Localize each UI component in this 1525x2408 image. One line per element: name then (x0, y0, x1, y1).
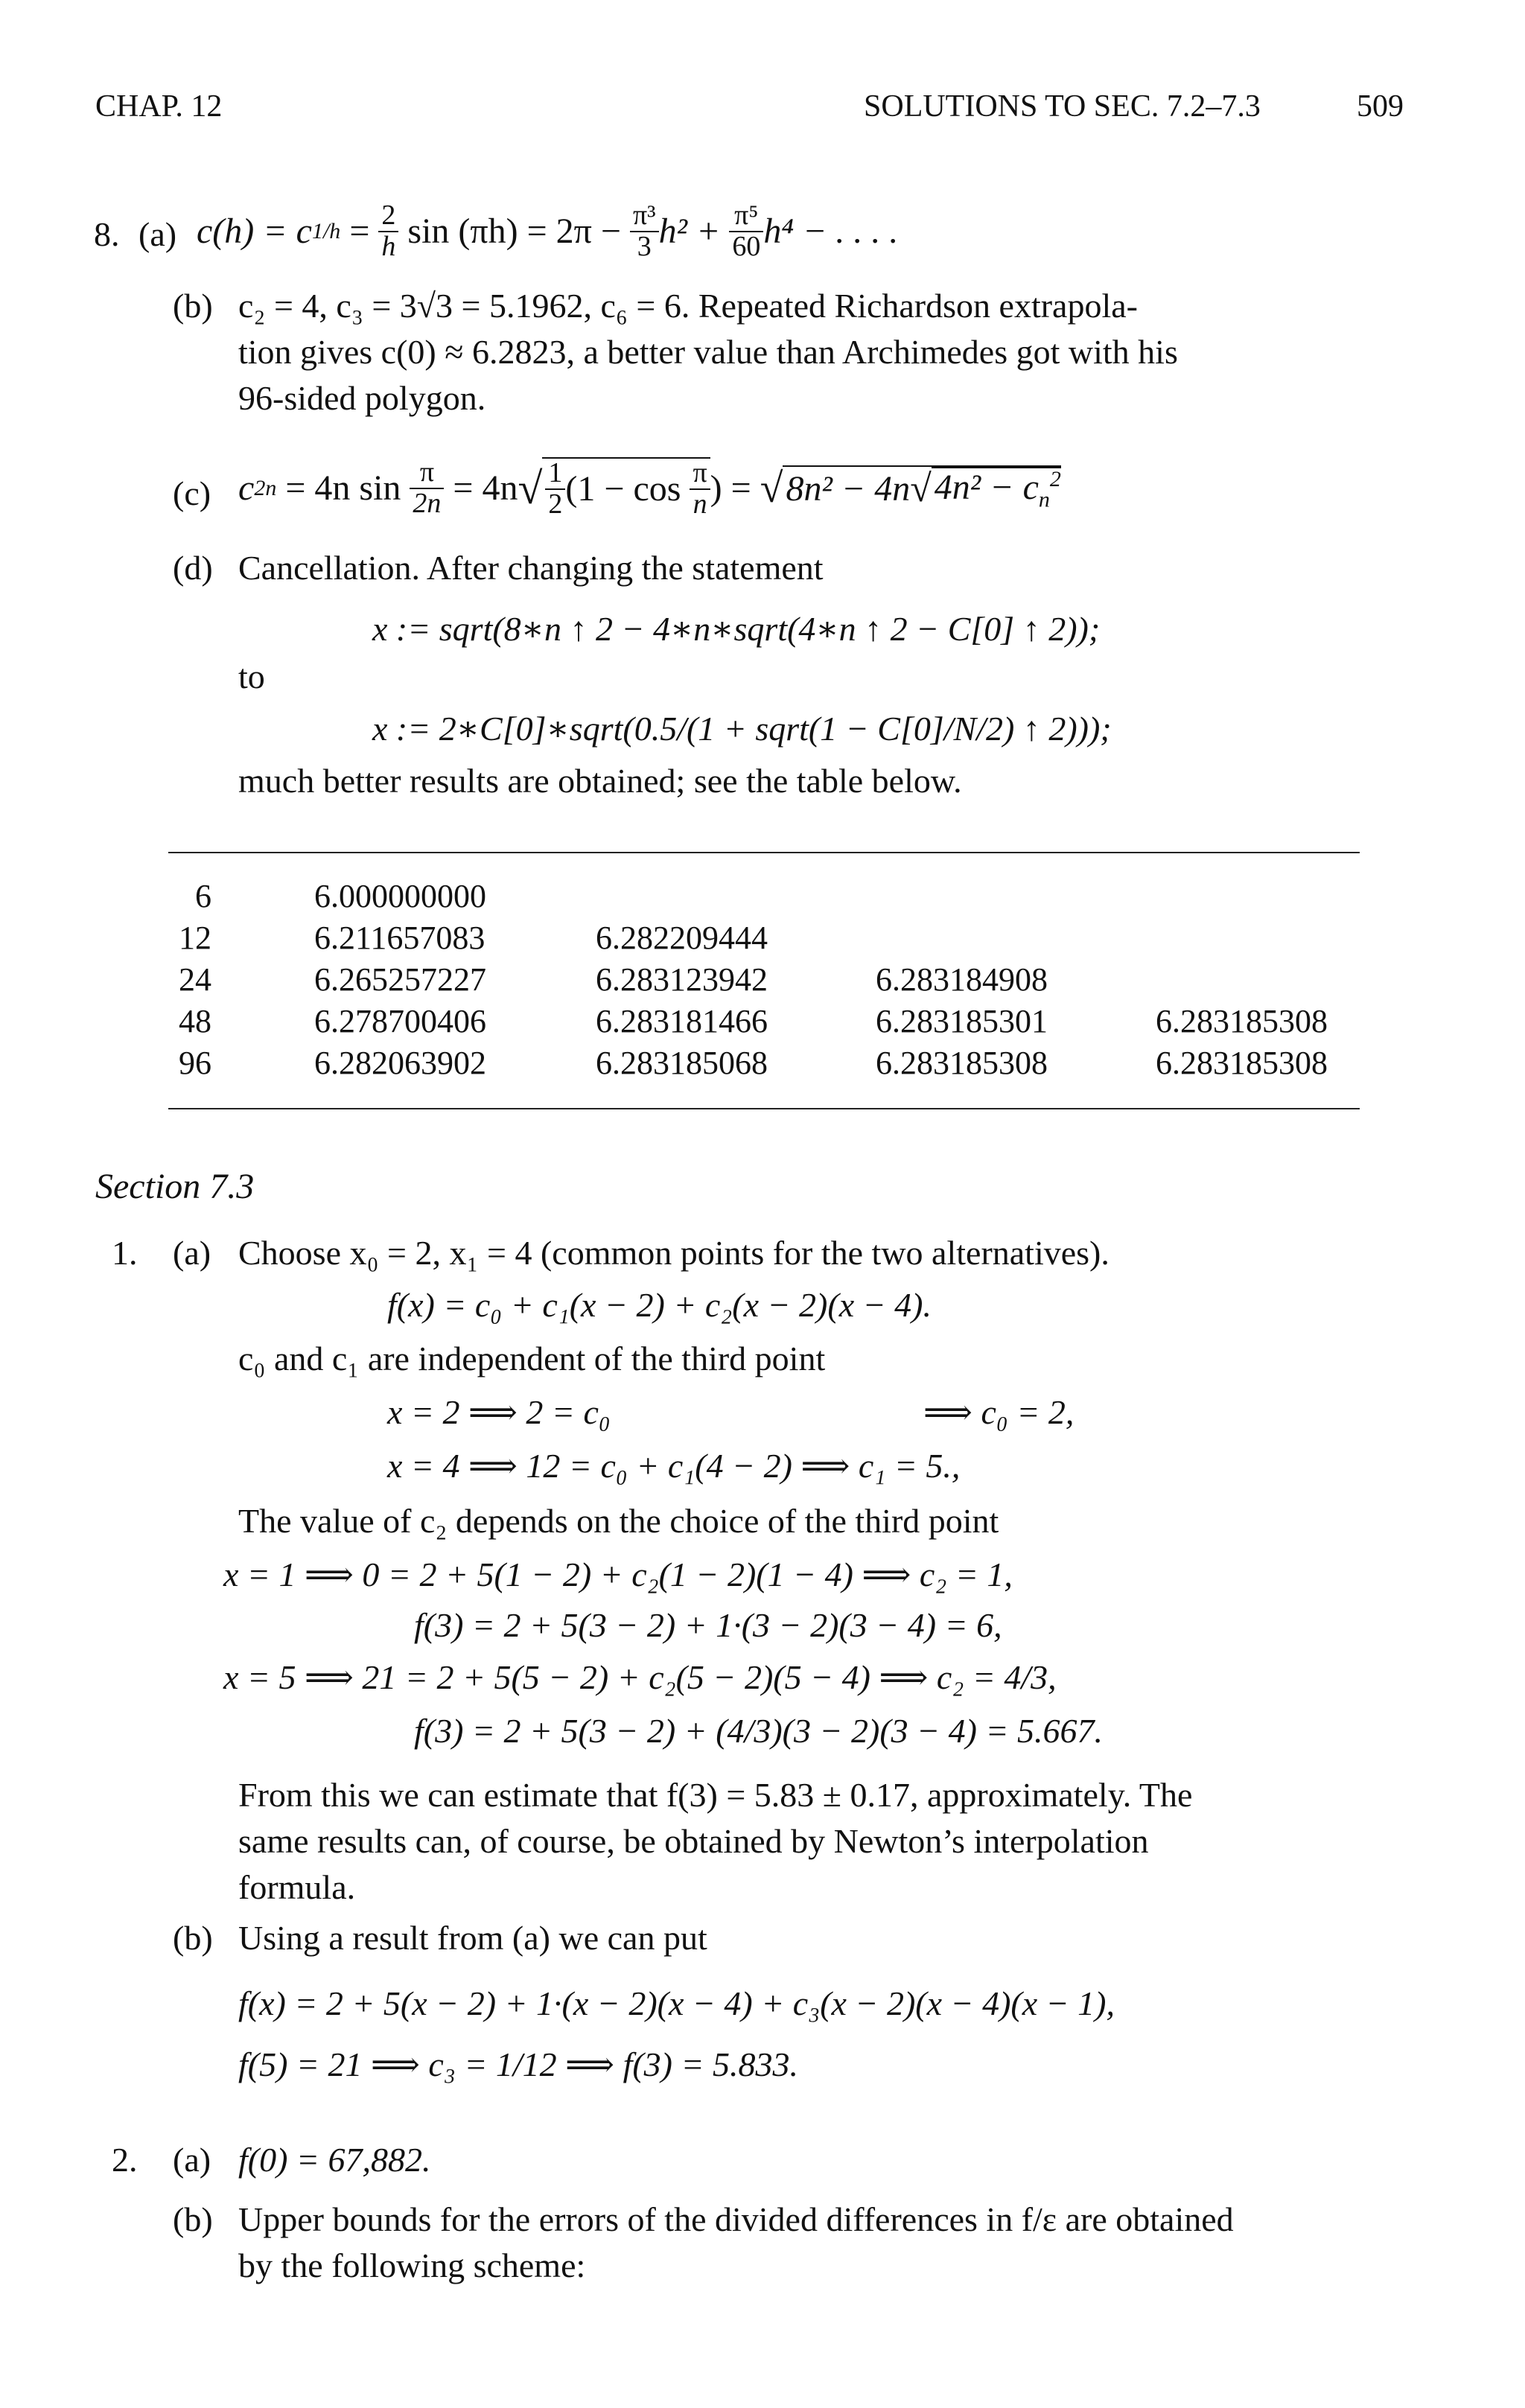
frac-den: 3 (637, 231, 652, 262)
equation-8a (197, 191, 898, 273)
eq-8c-cn-sup: 2 (1049, 467, 1061, 492)
frac-num: π³ (630, 201, 659, 232)
p1b-eq-1: f(x) = 2 + 5(x − 2) + 1·(x − 2)(x − 4) + c₃(x − 2)(x − 4)(x − 1), (238, 1984, 1115, 2022)
p1a-eq-3: x = 4 ⟹ 12 = c₀ + c₁(4 − 2) ⟹ c₁ = 5., (387, 1447, 961, 1485)
frac-num: 2 (378, 201, 398, 232)
table-cell: 6.283181466 (596, 1003, 768, 1039)
part-c-label: (c) (173, 474, 211, 512)
table-top-rule (168, 852, 1360, 853)
eq-8c-close: ) = (710, 468, 760, 508)
p1a-eq-1: f(x) = c₀ + c₁(x − 2) + c₂(x − 2)(x − 4). (387, 1286, 932, 1324)
table-cell: 6.283185308 (876, 1045, 1048, 1081)
table-row-n: 6 (195, 878, 211, 914)
part-d-line-2: much better results are obtained; see the table below. (238, 762, 962, 800)
chapter-label: CHAP. 12 (95, 89, 223, 124)
p2b-line-2: by the following scheme: (238, 2246, 586, 2284)
p1a-line-5: same results can, of course, be obtained by Newton’s interpolation (238, 1822, 1149, 1860)
eq-8c-frac-pi-over-2n (410, 458, 444, 519)
section-running-head: SOLUTIONS TO SEC. 7.2–7.3 (864, 89, 1261, 124)
part-b-line-2: tion gives c(0) ≈ 6.2823, a better value than Archimedes got with his (238, 333, 1178, 371)
table-cell: 6.211657083 (314, 920, 485, 956)
p1a-eq-2-right: ⟹ c₀ = 2, (923, 1393, 1074, 1431)
part-b-line-3: 96-sided polygon. (238, 379, 486, 417)
table-cell: 6.283123942 (596, 961, 768, 998)
eq-8c-8n2: 8n² − 4n (786, 469, 911, 509)
table-cell: 6.283185308 (1156, 1045, 1328, 1081)
p1a-eq-5: f(3) = 2 + 5(3 − 2) + 1·(3 − 2)(3 − 4) = 6, (414, 1606, 1002, 1644)
p1-part-a-label: (a) (173, 1234, 211, 1272)
frac-num: 1 (545, 459, 565, 490)
frac-den: 60 (732, 231, 761, 262)
p1b-line-1: Using a result from (a) we can put (238, 1919, 707, 1957)
eq-8c-frac-pi-over-n (690, 459, 710, 520)
problem-number-8: 8. (94, 215, 120, 253)
p2-part-a-label: (a) (173, 2141, 211, 2179)
eq-8c-frac-1-over-2 (545, 459, 565, 520)
table-cell: 6.283184908 (876, 961, 1048, 998)
p1a-line-1: Choose x₀ = 2, x₁ = 4 (common points for the two alternatives). (238, 1234, 1109, 1272)
table-cell: 6.283185301 (876, 1003, 1048, 1039)
table-row-n: 12 (179, 920, 211, 956)
eq-8a-sin: sin (πh) = 2π − (398, 211, 630, 251)
p2a-text: f(0) = 67,882. (238, 2141, 431, 2179)
eq-8c-sqrt-body (542, 457, 710, 520)
p1a-eq-6: x = 5 ⟹ 21 = 2 + 5(5 − 2) + c₂(5 − 2)(5 − 4) ⟹ c₂ = 4/3, (223, 1658, 1057, 1696)
eq-8a-frac-pi5-over-60 (729, 201, 763, 262)
eq-8c-cn-sub: n (1038, 487, 1050, 512)
frac-den: h (381, 231, 396, 262)
part-b-label: (b) (173, 287, 213, 325)
part-d-line-1: Cancellation. After changing the statement (238, 549, 824, 587)
part-d-code-1: x := sqrt(8∗n ↑ 2 − 4∗n∗sqrt(4∗n ↑ 2 − C[0] ↑ 2)); (372, 610, 1101, 648)
eq-8a-h2: h² + (658, 211, 730, 251)
p1a-line-4: From this we can estimate that f(3) = 5.83 ± 0.17, approximately. The (238, 1776, 1193, 1814)
eq-8a-lhs: c(h) = c (197, 211, 312, 251)
p1a-eq-7: f(3) = 2 + 5(3 − 2) + (4/3)(3 − 2)(3 − 4) = 5.667. (414, 1712, 1104, 1750)
p2-part-b-label: (b) (173, 2200, 213, 2238)
problem-number-1: 1. (112, 1234, 138, 1272)
eq-8c-4n: = 4n (444, 468, 518, 508)
sqrt-icon: √ (760, 465, 783, 512)
frac-den: 2 (548, 488, 563, 520)
eq-8a-frac-2-over-h (378, 201, 398, 262)
table-row-n: 24 (179, 961, 211, 998)
frac-den: n (693, 488, 707, 520)
frac-num: π (690, 459, 710, 490)
eq-8a-h4: h⁴ − . . . . (763, 211, 899, 251)
section-heading: Section 7.3 (95, 1167, 255, 1206)
p1b-eq-2: f(5) = 21 ⟹ c₃ = 1/12 ⟹ f(3) = 5.833. (238, 2045, 799, 2083)
eq-8c-inner-sqrt (932, 467, 1061, 512)
p1-part-b-label: (b) (173, 1919, 213, 1957)
eq-8c-4n2: 4n² − c (934, 468, 1039, 508)
table-cell: 6.278700406 (314, 1003, 486, 1039)
eq-8c-c: c (238, 468, 255, 508)
table-bottom-rule (168, 1108, 1360, 1109)
p1a-line-2: c₀ and c₁ are independent of the third point (238, 1340, 826, 1377)
p2b-line-1: Upper bounds for the errors of the divided differences in f/ε are obtained (238, 2200, 1234, 2238)
part-d-code-2: x := 2∗C[0]∗sqrt(0.5/(1 + sqrt(1 − C[0]/N/2) ↑ 2))); (372, 710, 1112, 748)
frac-num: π (410, 458, 444, 489)
table-cell: 6.000000000 (314, 878, 486, 914)
part-a-label: (a) (139, 215, 177, 253)
page-number: 509 (1357, 89, 1404, 124)
part-b-line-1: c₂ = 4, c₃ = 3√3 = 5.1962, c₆ = 6. Repeated Richardson extrapola- (238, 287, 1138, 325)
sqrt-icon: √ (910, 468, 932, 510)
table-row-n: 96 (179, 1045, 211, 1081)
table-cell: 6.265257227 (314, 961, 486, 998)
part-d-label: (d) (173, 549, 213, 587)
eq-8a-frac-pi3-over-3 (630, 201, 659, 262)
table-cell: 6.283185068 (596, 1045, 768, 1081)
frac-num: π⁵ (729, 201, 763, 232)
eq-8c-4nsin: = 4n sin (276, 468, 410, 508)
table-cell: 6.283185308 (1156, 1003, 1328, 1039)
problem-number-2: 2. (112, 2141, 138, 2179)
table-row-n: 48 (179, 1003, 211, 1039)
table-cell: 6.282063902 (314, 1045, 486, 1081)
eq-8c-sub: 2n (254, 476, 277, 500)
eq-8a-eq: = (340, 211, 379, 251)
p1a-line-6: formula. (238, 1868, 356, 1906)
frac-den: 2n (413, 488, 442, 519)
eq-8c-outer-sqrt (783, 465, 1060, 512)
table-cell: 6.282209444 (596, 920, 768, 956)
part-d-to: to (238, 657, 265, 695)
p1a-line-3: The value of c₂ depends on the choice of the third point (238, 1502, 999, 1540)
p1a-eq-2-left: x = 2 ⟹ 2 = c₀ (387, 1393, 611, 1431)
p1a-eq-4: x = 1 ⟹ 0 = 2 + 5(1 − 2) + c₂(1 − 2)(1 − 4) ⟹ c₂ = 1, (223, 1555, 1013, 1593)
equation-8c (238, 444, 1061, 533)
eq-8a-sub: 1/h (311, 219, 341, 243)
sqrt-icon: √ (518, 464, 543, 513)
eq-8c-cos: (1 − cos (565, 469, 690, 509)
